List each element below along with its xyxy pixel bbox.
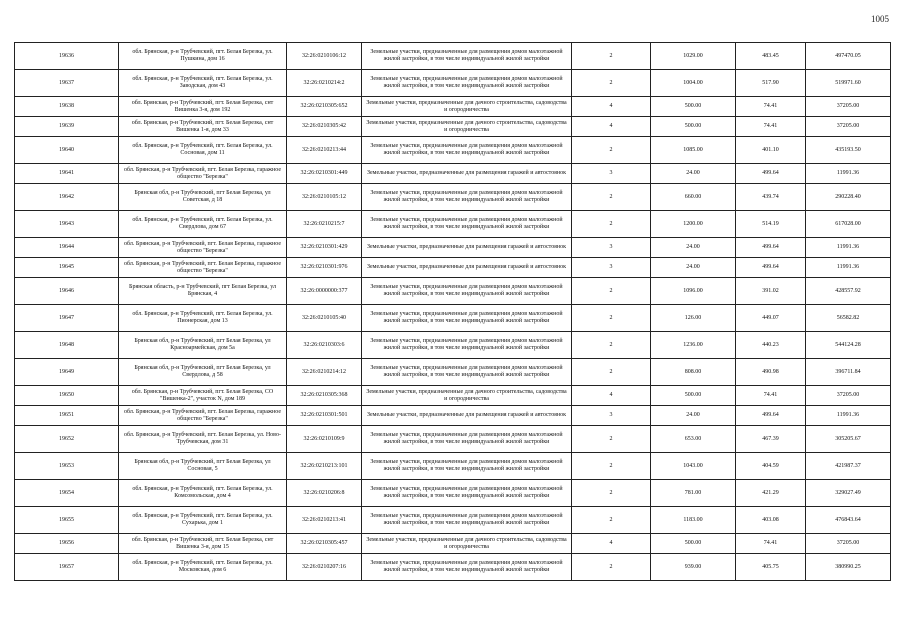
cadastral-value-cell: 476843.64 — [806, 507, 891, 534]
address-cell: обл. Брянская, р-н Трубчевский, пгт. Белая Березка, ул. Ново-Трубчевская, дом 31 — [119, 426, 287, 453]
area-cell: 1200.00 — [651, 211, 736, 238]
table-row — [15, 480, 891, 507]
land-use-cell: Земельные участки, предназначенные для дачного строительства, садоводства и огородничества — [362, 97, 572, 117]
cadastral-number-cell: 32:26:0210213:41 — [287, 507, 362, 534]
cadastral-value-cell: 37205.00 — [806, 117, 891, 137]
specific-value-cell: 74.41 — [736, 97, 806, 117]
address-cell: обл. Брянская, р-н Трубчевский, пгт. Белая Березка, СО "Вишенка-2", участок N, дом 189 — [119, 386, 287, 406]
cadastral-number-cell: 32:26:0210301:976 — [287, 258, 362, 278]
address-cell: обл. Брянская, р-н Трубчевский, пгт. Белая Березка, снт Вишенка 3-я, дом 15 — [119, 534, 287, 554]
group-code-cell: 2 — [572, 507, 651, 534]
cadastral-number-cell: 32:26:0210206:8 — [287, 480, 362, 507]
group-code-cell: 3 — [572, 164, 651, 184]
specific-value-cell: 490.98 — [736, 359, 806, 386]
table-row — [15, 164, 891, 184]
group-code-cell: 2 — [572, 278, 651, 305]
area-cell: 653.00 — [651, 426, 736, 453]
land-use-cell: Земельные участки, предназначенные для дачного строительства, садоводства и огородничества — [362, 386, 572, 406]
cadastral-value-cell: 305205.67 — [806, 426, 891, 453]
cadastral-value-cell: 428557.92 — [806, 278, 891, 305]
table-row — [15, 258, 891, 278]
address-cell: обл. Брянская, р-н Трубчевский, пгт. Белая Березка, гаражное общество "Березка" — [119, 238, 287, 258]
row-number-cell: 19646 — [15, 278, 119, 305]
group-code-cell: 2 — [572, 184, 651, 211]
cadastral-number-cell: 32:26:0210301:429 — [287, 238, 362, 258]
row-number-cell: 19650 — [15, 386, 119, 406]
area-cell: 500.00 — [651, 534, 736, 554]
specific-value-cell: 499.64 — [736, 164, 806, 184]
area-cell: 1236.00 — [651, 332, 736, 359]
land-use-cell: Земельные участки, предназначенные для размещения гаражей и автостоянок — [362, 258, 572, 278]
table-row — [15, 43, 891, 70]
land-use-cell: Земельные участки, предназначенные для размещения домов малоэтажной жилой застройки, в том числе индивидуальной жилой застройки — [362, 453, 572, 480]
group-code-cell: 2 — [572, 554, 651, 581]
table-row — [15, 184, 891, 211]
row-number-cell: 19645 — [15, 258, 119, 278]
area-cell: 24.00 — [651, 406, 736, 426]
specific-value-cell: 74.41 — [736, 534, 806, 554]
specific-value-cell: 74.41 — [736, 386, 806, 406]
group-code-cell: 2 — [572, 305, 651, 332]
table-row — [15, 117, 891, 137]
address-cell: Брянская обл, р-н Трубчевский, пгт Белая Березка, ул Красноармейская, дом 5а — [119, 332, 287, 359]
area-cell: 500.00 — [651, 386, 736, 406]
cadastral-value-cell: 544124.28 — [806, 332, 891, 359]
specific-value-cell: 449.07 — [736, 305, 806, 332]
address-cell: Брянская обл, р-н Трубчевский, пгт Белая Березка, ул Свердлова, д 58 — [119, 359, 287, 386]
address-cell: обл. Брянская, р-н Трубчевский, пгт. Белая Березка, снт Вишенка 3-я, дом 192 — [119, 97, 287, 117]
cadastral-value-table — [14, 42, 891, 581]
area-cell: 1183.00 — [651, 507, 736, 534]
row-number-cell: 19656 — [15, 534, 119, 554]
cadastral-value-cell: 56582.82 — [806, 305, 891, 332]
row-number-cell: 19642 — [15, 184, 119, 211]
land-use-cell: Земельные участки, предназначенные для размещения гаражей и автостоянок — [362, 238, 572, 258]
table-row — [15, 426, 891, 453]
area-cell: 500.00 — [651, 97, 736, 117]
specific-value-cell: 440.23 — [736, 332, 806, 359]
address-cell: Брянская обл, р-н Трубчевский, пгт Белая Березка, ул Сосновая, 5 — [119, 453, 287, 480]
land-use-cell: Земельные участки, предназначенные для размещения домов малоэтажной жилой застройки, в том числе индивидуальной жилой застройки — [362, 332, 572, 359]
cadastral-value-cell: 421987.37 — [806, 453, 891, 480]
cadastral-number-cell: 32:26:0210305:457 — [287, 534, 362, 554]
group-code-cell: 4 — [572, 534, 651, 554]
cadastral-value-cell: 380990.25 — [806, 554, 891, 581]
table-row — [15, 305, 891, 332]
land-use-cell: Земельные участки, предназначенные для размещения домов малоэтажной жилой застройки, в том числе индивидуальной жилой застройки — [362, 305, 572, 332]
address-cell: обл. Брянская, р-н Трубчевский, пгт. Белая Березка, гаражное общество "Березка" — [119, 164, 287, 184]
land-use-cell: Земельные участки, предназначенные для размещения домов малоэтажной жилой застройки, в том числе индивидуальной жилой застройки — [362, 480, 572, 507]
specific-value-cell: 514.19 — [736, 211, 806, 238]
row-number-cell: 19649 — [15, 359, 119, 386]
row-number-cell: 19652 — [15, 426, 119, 453]
cadastral-number-cell: 32:26:0210214:2 — [287, 70, 362, 97]
group-code-cell: 3 — [572, 238, 651, 258]
land-use-cell: Земельные участки, предназначенные для размещения домов малоэтажной жилой застройки, в том числе индивидуальной жилой застройки — [362, 43, 572, 70]
address-cell: обл. Брянская, р-н Трубчевский, пгт. Белая Березка, гаражное общество "Березка" — [119, 406, 287, 426]
area-cell: 939.00 — [651, 554, 736, 581]
address-cell: обл. Брянская, р-н Трубчевский, пгт. Белая Березка, ул. Сосновая, дом 11 — [119, 137, 287, 164]
row-number-cell: 19641 — [15, 164, 119, 184]
row-number-cell: 19651 — [15, 406, 119, 426]
table-row — [15, 278, 891, 305]
row-number-cell: 19639 — [15, 117, 119, 137]
row-number-cell: 19644 — [15, 238, 119, 258]
cadastral-number-cell: 32:26:0210301:501 — [287, 406, 362, 426]
specific-value-cell: 499.64 — [736, 258, 806, 278]
area-cell: 1096.00 — [651, 278, 736, 305]
area-cell: 1085.00 — [651, 137, 736, 164]
cadastral-number-cell: 32:26:0210207:16 — [287, 554, 362, 581]
cadastral-value-cell: 497470.05 — [806, 43, 891, 70]
row-number-cell: 19643 — [15, 211, 119, 238]
area-cell: 24.00 — [651, 238, 736, 258]
address-cell: Брянская обл, р-н Трубчевский, пгт Белая Березка, ул Советская, д 18 — [119, 184, 287, 211]
specific-value-cell: 391.02 — [736, 278, 806, 305]
specific-value-cell: 404.59 — [736, 453, 806, 480]
group-code-cell: 2 — [572, 211, 651, 238]
group-code-cell: 2 — [572, 332, 651, 359]
row-number-cell: 19654 — [15, 480, 119, 507]
area-cell: 500.00 — [651, 117, 736, 137]
group-code-cell: 3 — [572, 406, 651, 426]
table-row — [15, 554, 891, 581]
table-row — [15, 211, 891, 238]
area-cell: 24.00 — [651, 258, 736, 278]
address-cell: обл. Брянская, р-н Трубчевский, пгт. Белая Березка, снт Вишенка 1-я, дом 33 — [119, 117, 287, 137]
table-row — [15, 137, 891, 164]
table-row — [15, 453, 891, 480]
cadastral-value-cell: 37205.00 — [806, 386, 891, 406]
specific-value-cell: 483.45 — [736, 43, 806, 70]
specific-value-cell: 401.10 — [736, 137, 806, 164]
address-cell: обл. Брянская, р-н Трубчевский, пгт. Белая Березка, ул. Сухарька, дом 1 — [119, 507, 287, 534]
land-use-cell: Земельные участки, предназначенные для размещения домов малоэтажной жилой застройки, в том числе индивидуальной жилой застройки — [362, 359, 572, 386]
table-body — [15, 43, 891, 581]
specific-value-cell: 517.90 — [736, 70, 806, 97]
address-cell: обл. Брянская, р-н Трубчевский, пгт. Белая Березка, гаражное общество "Березка" — [119, 258, 287, 278]
land-use-cell: Земельные участки, предназначенные для размещения домов малоэтажной жилой застройки, в том числе индивидуальной жилой застройки — [362, 211, 572, 238]
table-row — [15, 507, 891, 534]
table-row — [15, 70, 891, 97]
page-number: 1005 — [871, 14, 889, 24]
group-code-cell: 2 — [572, 43, 651, 70]
land-use-cell: Земельные участки, предназначенные для размещения домов малоэтажной жилой застройки, в том числе индивидуальной жилой застройки — [362, 70, 572, 97]
area-cell: 781.00 — [651, 480, 736, 507]
cadastral-number-cell: 32:26:0210106:12 — [287, 43, 362, 70]
specific-value-cell: 405.75 — [736, 554, 806, 581]
specific-value-cell: 499.64 — [736, 406, 806, 426]
group-code-cell: 2 — [572, 70, 651, 97]
address-cell: обл. Брянская, р-н Трубчевский, пгт. Белая Березка, ул. Пушкина, дом 16 — [119, 43, 287, 70]
area-cell: 1029.00 — [651, 43, 736, 70]
area-cell: 1043.00 — [651, 453, 736, 480]
land-use-cell: Земельные участки, предназначенные для размещения домов малоэтажной жилой застройки, в том числе индивидуальной жилой застройки — [362, 137, 572, 164]
row-number-cell: 19638 — [15, 97, 119, 117]
land-use-cell: Земельные участки, предназначенные для размещения гаражей и автостоянок — [362, 406, 572, 426]
cadastral-value-cell: 11991.36 — [806, 238, 891, 258]
row-number-cell: 19657 — [15, 554, 119, 581]
table-row — [15, 534, 891, 554]
row-number-cell: 19648 — [15, 332, 119, 359]
area-cell: 126.00 — [651, 305, 736, 332]
cadastral-number-cell: 32:26:0210105:12 — [287, 184, 362, 211]
group-code-cell: 3 — [572, 258, 651, 278]
row-number-cell: 19636 — [15, 43, 119, 70]
cadastral-number-cell: 32:26:0000000:377 — [287, 278, 362, 305]
cadastral-number-cell: 32:26:0210303:6 — [287, 332, 362, 359]
specific-value-cell: 403.08 — [736, 507, 806, 534]
land-use-cell: Земельные участки, предназначенные для дачного строительства, садоводства и огородничества — [362, 117, 572, 137]
address-cell: обл. Брянская, р-н Трубчевский, пгт. Белая Березка, ул. Пионерская, дом 13 — [119, 305, 287, 332]
table-row — [15, 406, 891, 426]
land-use-cell: Земельные участки, предназначенные для размещения домов малоэтажной жилой застройки, в том числе индивидуальной жилой застройки — [362, 278, 572, 305]
row-number-cell: 19647 — [15, 305, 119, 332]
cadastral-value-cell: 617028.00 — [806, 211, 891, 238]
cadastral-value-cell: 11991.36 — [806, 258, 891, 278]
address-cell: Брянская область, р-н Трубчевский, пгт Белая Березка, ул Брянская, 4 — [119, 278, 287, 305]
row-number-cell: 19640 — [15, 137, 119, 164]
table-row — [15, 386, 891, 406]
land-use-cell: Земельные участки, предназначенные для размещения домов малоэтажной жилой застройки, в том числе индивидуальной жилой застройки — [362, 554, 572, 581]
land-use-cell: Земельные участки, предназначенные для размещения домов малоэтажной жилой застройки, в том числе индивидуальной жилой застройки — [362, 426, 572, 453]
cadastral-number-cell: 32:26:0210301:449 — [287, 164, 362, 184]
group-code-cell: 4 — [572, 97, 651, 117]
address-cell: обл. Брянская, р-н Трубчевский, пгт. Белая Березка, ул. Заводская, дом 43 — [119, 70, 287, 97]
group-code-cell: 2 — [572, 480, 651, 507]
address-cell: обл. Брянская, р-н Трубчевский, пгт. Белая Березка, ул. Московская, дом 6 — [119, 554, 287, 581]
table-row — [15, 97, 891, 117]
address-cell: обл. Брянская, р-н Трубчевский, пгт. Белая Березка, ул. Свердлова, дом 67 — [119, 211, 287, 238]
land-use-cell: Земельные участки, предназначенные для размещения домов малоэтажной жилой застройки, в том числе индивидуальной жилой застройки — [362, 507, 572, 534]
table-row — [15, 359, 891, 386]
cadastral-number-cell: 32:26:0210305:652 — [287, 97, 362, 117]
cadastral-value-cell: 11991.36 — [806, 164, 891, 184]
land-use-cell: Земельные участки, предназначенные для размещения гаражей и автостоянок — [362, 164, 572, 184]
area-cell: 1004.00 — [651, 70, 736, 97]
table-row — [15, 238, 891, 258]
row-number-cell: 19653 — [15, 453, 119, 480]
cadastral-number-cell: 32:26:0210213:44 — [287, 137, 362, 164]
cadastral-value-cell: 11991.36 — [806, 406, 891, 426]
cadastral-value-cell: 290228.40 — [806, 184, 891, 211]
area-cell: 24.00 — [651, 164, 736, 184]
specific-value-cell: 74.41 — [736, 117, 806, 137]
cadastral-value-cell: 435193.50 — [806, 137, 891, 164]
cadastral-number-cell: 32:26:0210215:7 — [287, 211, 362, 238]
row-number-cell: 19637 — [15, 70, 119, 97]
land-use-cell: Земельные участки, предназначенные для дачного строительства, садоводства и огородничества — [362, 534, 572, 554]
cadastral-number-cell: 32:26:0210105:40 — [287, 305, 362, 332]
specific-value-cell: 421.29 — [736, 480, 806, 507]
specific-value-cell: 439.74 — [736, 184, 806, 211]
land-use-cell: Земельные участки, предназначенные для размещения домов малоэтажной жилой застройки, в том числе индивидуальной жилой застройки — [362, 184, 572, 211]
cadastral-value-cell: 396711.84 — [806, 359, 891, 386]
table-row — [15, 332, 891, 359]
cadastral-number-cell: 32:26:0210305:368 — [287, 386, 362, 406]
cadastral-number-cell: 32:26:0210109:9 — [287, 426, 362, 453]
cadastral-value-cell: 329027.49 — [806, 480, 891, 507]
cadastral-number-cell: 32:26:0210213:101 — [287, 453, 362, 480]
group-code-cell: 2 — [572, 453, 651, 480]
specific-value-cell: 499.64 — [736, 238, 806, 258]
cadastral-value-cell: 37205.00 — [806, 534, 891, 554]
row-number-cell: 19655 — [15, 507, 119, 534]
group-code-cell: 2 — [572, 359, 651, 386]
area-cell: 660.00 — [651, 184, 736, 211]
group-code-cell: 4 — [572, 117, 651, 137]
group-code-cell: 2 — [572, 137, 651, 164]
group-code-cell: 2 — [572, 426, 651, 453]
specific-value-cell: 467.39 — [736, 426, 806, 453]
group-code-cell: 4 — [572, 386, 651, 406]
cadastral-value-cell: 37205.00 — [806, 97, 891, 117]
cadastral-value-cell: 519971.60 — [806, 70, 891, 97]
area-cell: 808.00 — [651, 359, 736, 386]
cadastral-number-cell: 32:26:0210305:42 — [287, 117, 362, 137]
cadastral-number-cell: 32:26:0210214:12 — [287, 359, 362, 386]
address-cell: обл. Брянская, р-н Трубчевский, пгт. Белая Березка, ул. Комсомольская, дом 4 — [119, 480, 287, 507]
